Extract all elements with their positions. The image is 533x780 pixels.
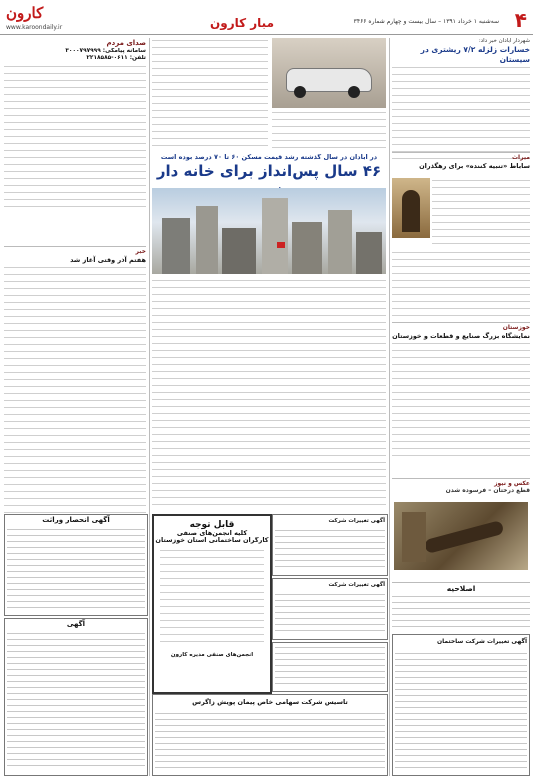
events-block — [4, 248, 146, 515]
divider — [392, 582, 530, 583]
divider — [392, 322, 530, 323]
inheritance-ad-title: آگهی انحصار وراثت — [42, 516, 110, 524]
photo-news-block — [392, 480, 530, 494]
attention-body — [160, 548, 264, 648]
company-notice-body-2 — [275, 592, 385, 634]
car-photo — [272, 38, 386, 108]
inheritance-ad-body — [7, 527, 145, 609]
readers-voice — [4, 38, 146, 212]
column-rule — [389, 38, 390, 776]
divider — [4, 246, 146, 247]
registration-notice — [152, 694, 388, 776]
sms-number[interactable]: سامانه پیامکی: ۳۰۰۰۷۹۷۹۹۹ — [65, 48, 146, 54]
registration-title: تاسیس شرکت سهامی خاص پیمان پویش زاگرس — [192, 698, 348, 706]
photo-caption: قطع درختان – فرسوده شدن — [445, 487, 530, 494]
arch-photo — [392, 178, 430, 238]
right-headline: خسارات زلزله ۷/۲ ریشتری در سیستان — [420, 45, 530, 64]
divider — [392, 152, 530, 153]
company-notice-body-1 — [275, 528, 385, 570]
culture-body — [432, 178, 530, 248]
column-rule — [149, 38, 150, 776]
lead-story-body — [152, 278, 386, 510]
page-section-title: مبار کارون — [210, 16, 275, 30]
company-notice-body-3 — [275, 645, 385, 687]
dateline: سه‌شنبه ۱ خرداد ۱۳۹۱ – سال بیست و چهارم شماره ۳۴۶۶ — [353, 18, 499, 25]
phone-number[interactable]: تلفن: ۰۶۱۱-۲۲۱۸۵۸۵ — [86, 55, 146, 61]
culture-headline: ساباط «تنبیه کننده» برای رهگذران — [419, 162, 530, 170]
attention-signature: انجمن‌های صنفی مدیره کارون — [170, 652, 254, 658]
masthead — [0, 0, 533, 35]
attention-sub2: کارگران ساختمانی استان خوزستان — [155, 537, 269, 544]
general-ad-title: آگهی — [66, 620, 86, 628]
attention-notice — [152, 514, 272, 694]
company-notice-box-1 — [272, 514, 388, 576]
city-skyline-photo — [152, 188, 386, 274]
divider — [392, 478, 530, 479]
general-ad-body — [7, 631, 145, 769]
province-section-label: خوزستان — [502, 324, 530, 331]
top-center-article — [152, 38, 268, 152]
culture-block — [392, 154, 530, 171]
province-body — [392, 341, 530, 461]
right-kicker: شهردار آبادان خبر داد: — [478, 38, 530, 44]
erratum-body — [392, 594, 530, 628]
lead-headline: ۴۶ سال پس‌انداز برای خانه دار — [156, 162, 382, 180]
attention-title: قابل توجه — [189, 520, 235, 530]
tender-title-right: آگهی تغییرات شرکت ساختمان — [437, 638, 527, 645]
lead-kicker: در آبادان در سال گذشته رشد قیمت مسکن ۶۰ تا ۷۰ درصد بوده است — [160, 154, 378, 161]
events-section-label: خبر — [135, 248, 146, 255]
newspaper-logo: کارون — [6, 4, 44, 22]
readers-voice-body — [4, 64, 146, 212]
erratum-block — [392, 584, 530, 628]
website-url[interactable]: www.karoondaily.ir — [6, 24, 63, 31]
registration-body — [155, 711, 385, 773]
felled-tree-photo — [394, 502, 528, 570]
culture-section-label: میراث — [512, 154, 530, 161]
culture-body-cont — [392, 250, 530, 320]
inheritance-ad — [4, 514, 148, 616]
general-ad — [4, 618, 148, 776]
erratum-title: اصلاحیه — [446, 584, 476, 593]
company-notice-title-2: آگهی تغییرات شرکت — [328, 582, 385, 588]
right-article-body — [392, 65, 530, 160]
company-notice-box-2 — [272, 578, 388, 640]
province-headline: نمایشگاه بزرگ صنایع و قطعات و خوزستان — [392, 332, 530, 340]
events-body — [4, 265, 146, 515]
attention-sub: کلیه انجمن‌های صنفی — [176, 530, 248, 537]
photo-caption-line — [394, 572, 528, 580]
right-column — [392, 38, 530, 160]
car-article-body — [272, 110, 386, 152]
company-notice-title-1: آگهی تغییرات شرکت — [328, 518, 385, 524]
page-number: ۴ — [514, 8, 527, 32]
photo-section-label: عکس و نیوز — [494, 480, 530, 487]
events-headline: هفتم آذر وقتی آغاز شد — [70, 256, 146, 264]
company-notice-box-3 — [272, 642, 388, 692]
tender-body-right — [395, 651, 527, 769]
province-block — [392, 324, 530, 461]
tender-box-right — [392, 634, 530, 776]
readers-voice-title: صدای مردم — [106, 39, 146, 47]
